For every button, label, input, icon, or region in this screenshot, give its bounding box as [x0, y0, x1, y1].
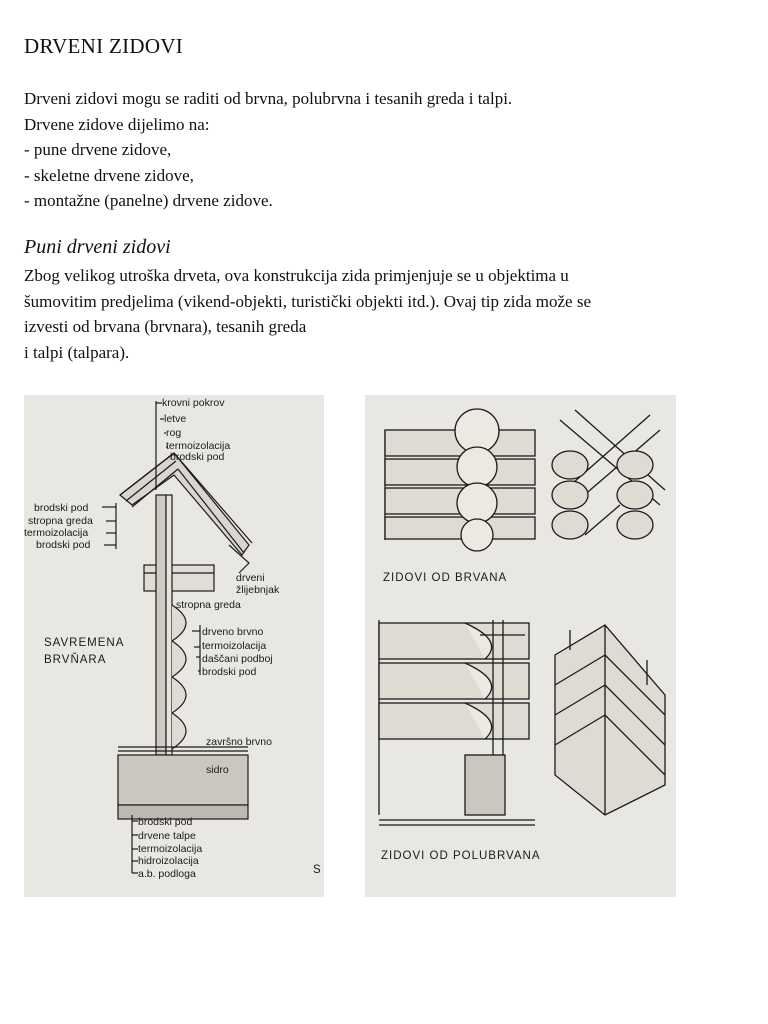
label-concrete-base: a.b. podloga — [138, 868, 196, 880]
bottom-labels — [138, 816, 202, 880]
label-anchor: sidro — [206, 764, 229, 776]
section-body — [24, 263, 744, 365]
label-ceiling-beam: stropna greda — [28, 515, 93, 527]
label-roof-cover: krovni pokrov — [162, 397, 225, 409]
caption-full-logs: ZIDOVI OD BRVANA — [383, 572, 508, 584]
label-battens: letve — [164, 413, 187, 425]
half-log-corner — [555, 625, 665, 815]
intro-list-item: - pune drvene zidove, — [24, 140, 172, 159]
roof-layers — [120, 453, 249, 555]
label-gutter: drveni — [236, 572, 265, 584]
label-boarding: brodski pod — [138, 816, 193, 828]
ceiling-beam — [144, 565, 214, 591]
label-ceiling-beam: stropna greda — [176, 599, 241, 611]
label-planks: drvene talpe — [138, 830, 196, 842]
intro-line: Drvene zidove dijelimo na: — [24, 114, 210, 134]
body-line: i talpi (talpara). — [24, 342, 130, 362]
log-cabin-section-figure — [24, 395, 324, 897]
label-boarding: brodski pod — [202, 666, 257, 678]
label-boarding: brodski pod — [170, 451, 225, 463]
label-insulation: termoizolacija — [202, 640, 267, 652]
intro-list-item: - montažne (panelne) drvene zidove. — [24, 191, 273, 210]
label-boarding: brodski pod — [34, 502, 89, 514]
log-walls-figure — [365, 395, 676, 897]
label-boarding: brodski pod — [36, 539, 91, 551]
log-walls-drawing — [365, 395, 676, 897]
log — [172, 641, 186, 677]
label-board-lining: daščani podboj — [202, 653, 273, 665]
log — [172, 677, 186, 713]
body-line: šumovitim predjelima (vikend-objekti, turistički objekti itd.). Ovaj tip zida može se — [24, 291, 592, 311]
body-line: Zbog velikog utroška drveta, ova konstrukcija zida primjenjuje se u objektima u — [24, 266, 569, 285]
label-insulation: termoizolacija — [138, 843, 203, 855]
log-cabin-section-drawing — [24, 395, 324, 897]
log — [172, 713, 186, 749]
body-line: izvesti od brvana (brvnara), tesanih greda — [24, 317, 307, 336]
label-log: drveno brvno — [202, 626, 264, 638]
label-rafter: rog — [166, 427, 182, 439]
label-insulation: termoizolacija — [24, 527, 89, 539]
page-title: DRVENI ZIDOVI — [24, 34, 184, 58]
half-log-elevation — [379, 620, 535, 825]
wall-labels — [202, 626, 273, 678]
left-labels — [24, 502, 93, 551]
section-heading: Puni drveni zidovi — [24, 236, 171, 258]
wall-insulation — [156, 495, 166, 755]
intro-line: Drveni zidovi mogu se raditi od brvna, polubrvna i tesanih greda i talpi. — [24, 89, 513, 108]
caption-half-logs: ZIDOVI OD POLUBRVANA — [381, 850, 541, 862]
label-gutter: žlijebnjak — [236, 584, 280, 596]
foundation — [118, 755, 248, 805]
corner-letter: S — [313, 864, 322, 876]
full-log-corner — [552, 410, 665, 539]
top-labels — [162, 397, 230, 463]
label-waterproofing: hidroizolacija — [138, 855, 199, 867]
intro-paragraph — [24, 86, 744, 214]
full-log-elevation — [385, 409, 535, 551]
intro-list-item: - skeletne drvene zidove, — [24, 165, 194, 185]
figure-title: BRVŇARA — [44, 654, 107, 666]
label-final-log: završno brvno — [206, 736, 272, 748]
label-insulation: termoizolacija — [166, 440, 231, 452]
figure-title: SAVREMENA — [44, 637, 125, 649]
